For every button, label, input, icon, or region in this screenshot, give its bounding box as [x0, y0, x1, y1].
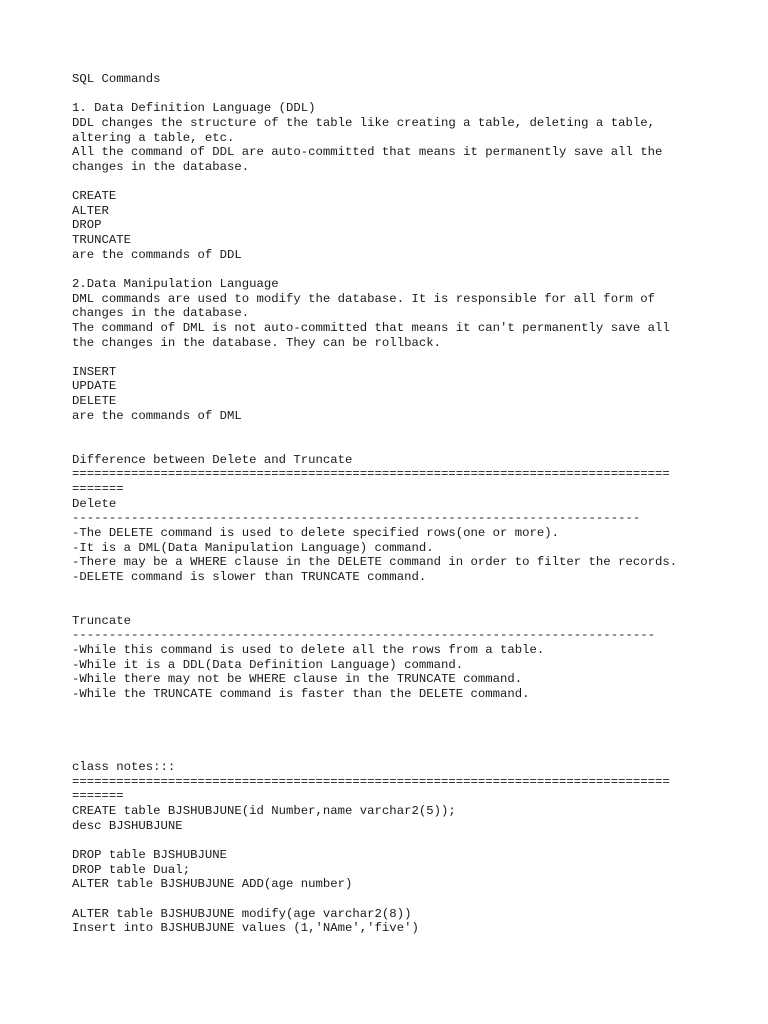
list-item: -While the TRUNCATE command is faster than the DELETE command.: [72, 686, 530, 701]
text-line: [72, 350, 752, 365]
text-line: altering a table, etc.: [72, 130, 235, 145]
text-line: are the commands of DDL: [72, 247, 242, 262]
code-line: DROP table BJSHUBJUNE: [72, 847, 227, 862]
separator-line: =================================================================================: [72, 774, 670, 789]
doc-title: SQL Commands: [72, 72, 161, 86]
list-item: -While this command is used to delete all the rows from a table.: [72, 642, 545, 657]
text-line: [72, 892, 752, 907]
dml-command: DELETE: [72, 394, 117, 409]
dml-command: UPDATE: [72, 379, 117, 394]
text-line: [72, 423, 752, 438]
code-line: ALTER table BJSHUBJUNE ADD(age number): [72, 877, 353, 892]
separator-line: -------------------------------------------------------------------------------: [72, 628, 655, 643]
list-item: -It is a DML(Data Manipulation Language) command.: [72, 540, 434, 555]
text-line: [72, 702, 752, 717]
text-line: [72, 87, 752, 102]
section-heading-difference: Difference between Delete and Truncate: [72, 452, 353, 467]
code-line: desc BJSHUBJUNE: [72, 818, 183, 833]
code-line: Insert into BJSHUBJUNE values (1,'NAme','five'): [72, 921, 419, 936]
text-line: changes in the database.: [72, 159, 250, 174]
code-line: ALTER table BJSHUBJUNE modify(age varchar2(8)): [72, 906, 412, 921]
text-line: [72, 174, 752, 189]
text-line: the changes in the database. They can be rollback.: [72, 335, 441, 350]
text-line: The command of DML is not auto-committed that means it can't permanently save all: [72, 320, 670, 335]
separator-line: -----------------------------------------------------------------------------: [72, 511, 641, 526]
text-line: [72, 833, 752, 848]
ddl-command: DROP: [72, 218, 102, 233]
ddl-command: CREATE: [72, 189, 117, 204]
section-heading-ddl: 1. Data Definition Language (DDL): [72, 101, 316, 116]
list-item: -While it is a DDL(Data Definition Language) command.: [72, 657, 464, 672]
separator-line: =================================================================================: [72, 467, 670, 482]
list-item: -While there may not be WHERE clause in the TRUNCATE command.: [72, 672, 523, 687]
text-line: [72, 438, 752, 453]
list-item: -The DELETE command is used to delete specified rows(one or more).: [72, 525, 560, 540]
separator-line: =======: [72, 481, 124, 496]
section-heading-dml: 2.Data Manipulation Language: [72, 276, 279, 291]
text-line: All the command of DDL are auto-committed that means it permanently save all the: [72, 145, 663, 160]
list-item: -There may be a WHERE clause in the DELETE command in order to filter the records.: [72, 555, 678, 570]
dml-command: INSERT: [72, 364, 117, 379]
subheading-delete: Delete: [72, 496, 117, 511]
code-line: CREATE table BJSHUBJUNE(id Number,name varchar2(5));: [72, 804, 456, 819]
text-line: [72, 716, 752, 731]
ddl-command: ALTER: [72, 203, 109, 218]
text-line: [72, 584, 752, 599]
list-item: -DELETE command is slower than TRUNCATE command.: [72, 569, 427, 584]
text-line: [72, 745, 752, 760]
text-line: [72, 599, 752, 614]
text-line: DML commands are used to modify the database. It is responsible for all form of: [72, 291, 655, 306]
text-line: changes in the database.: [72, 306, 250, 321]
code-line: DROP table Dual;: [72, 862, 191, 877]
text-line: [72, 262, 752, 277]
text-line: are the commands of DML: [72, 408, 242, 423]
text-line: DDL changes the structure of the table like creating a table, deleting a table,: [72, 115, 655, 130]
section-heading-class-notes: class notes:::: [72, 760, 176, 775]
subheading-truncate: Truncate: [72, 613, 132, 628]
document-body: [72, 72, 752, 936]
ddl-command: TRUNCATE: [72, 233, 132, 248]
text-line: [72, 731, 752, 746]
separator-line: =======: [72, 789, 124, 804]
